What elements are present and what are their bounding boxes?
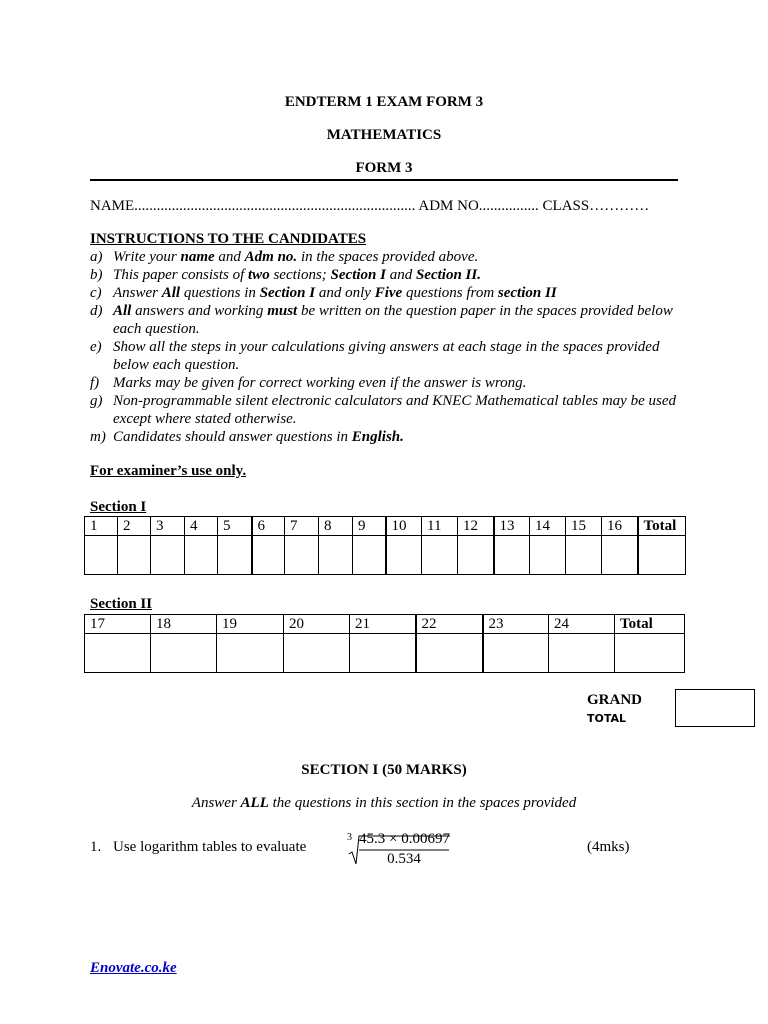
header-divider	[90, 179, 678, 181]
score-cell[interactable]	[386, 536, 422, 575]
score-cell[interactable]	[151, 634, 217, 673]
score-col-header: 8	[319, 517, 353, 536]
score-col-header: 19	[217, 615, 284, 634]
score-cell[interactable]	[494, 536, 530, 575]
score-cell[interactable]	[566, 536, 602, 575]
score-col-header: 12	[458, 517, 494, 536]
section2-table-label: Section II	[90, 596, 153, 612]
score-col-header: 3	[151, 517, 185, 536]
instruction-item	[90, 428, 690, 446]
subject-title: MATHEMATICS	[326, 127, 442, 143]
examiner-heading: For examiner’s use only.	[90, 463, 247, 479]
instruction-text: Write your name and Adm no. in the spaces provided above.	[113, 249, 479, 265]
score-col-header: 24	[549, 615, 615, 634]
score-col-header: 6	[252, 517, 285, 536]
score-col-header: 21	[350, 615, 416, 634]
instruction-text: Show all the steps in your calculations giving answers at each stage in the spaces provided below each question.	[113, 339, 660, 373]
score-cell[interactable]	[85, 634, 151, 673]
score-cell[interactable]	[217, 634, 284, 673]
instruction-label: e)	[90, 339, 102, 355]
section1-instruction-post: the questions in this section in the spaces provided	[268, 795, 577, 811]
instruction-label: b)	[90, 267, 103, 283]
exam-title: ENDTERM 1 EXAM FORM 3	[284, 94, 484, 110]
instruction-label: c)	[90, 285, 102, 301]
score-cell[interactable]	[218, 536, 252, 575]
total-label: TOTAL	[587, 712, 627, 725]
score-cell[interactable]	[85, 536, 118, 575]
instruction-text: This paper consists of two sections; Section I and Section II.	[113, 267, 481, 283]
instruction-text: Non-programmable silent electronic calculators and KNEC Mathematical tables may be used except where stated otherwise.	[113, 393, 676, 427]
score-cell[interactable]	[602, 536, 638, 575]
instruction-label: g)	[90, 393, 103, 409]
section2-score-table	[84, 614, 685, 673]
numerator: 45.3 × 0.00697	[359, 831, 450, 847]
score-cell[interactable]	[530, 536, 566, 575]
score-col-header: 10	[386, 517, 422, 536]
instruction-text: Answer All questions in Section I and only Five questions from section II	[113, 285, 557, 301]
score-cell[interactable]	[353, 536, 386, 575]
instruction-label: f)	[90, 375, 100, 391]
footer-link[interactable]: Enovate.co.ke	[90, 960, 177, 976]
section1-instruction-pre: Answer	[191, 795, 241, 811]
score-cell[interactable]	[422, 536, 458, 575]
adm-field[interactable]: ADM NO................	[418, 198, 539, 214]
score-cell[interactable]	[185, 536, 218, 575]
score-col-header: 15	[566, 517, 602, 536]
score-col-header: 17	[85, 615, 151, 634]
question1-text: Use logarithm tables to evaluate	[113, 839, 307, 855]
section1-instruction	[0, 795, 768, 812]
score-cell[interactable]	[319, 536, 353, 575]
score-cell[interactable]	[118, 536, 151, 575]
instruction-item	[90, 284, 690, 302]
form-title: FORM 3	[355, 160, 413, 176]
class-field[interactable]: CLASS…………	[542, 198, 650, 214]
section1-score-table	[84, 516, 686, 575]
instruction-item	[90, 302, 690, 338]
score-col-header: 14	[530, 517, 566, 536]
instruction-label: d)	[90, 303, 103, 319]
instruction-label: a)	[90, 249, 103, 265]
cube-root-expression	[347, 830, 457, 870]
instruction-item	[90, 392, 690, 428]
score-col-header: 23	[483, 615, 549, 634]
score-cell[interactable]	[483, 634, 549, 673]
root-index: 3	[347, 832, 352, 843]
score-cell[interactable]	[638, 536, 686, 575]
instruction-item	[90, 338, 690, 374]
score-col-header: 2	[118, 517, 151, 536]
section1-instruction-bold: ALL	[240, 795, 269, 811]
section1-table-label: Section I	[90, 499, 147, 515]
score-col-header: 1	[85, 517, 118, 536]
instructions-title: INSTRUCTIONS TO THE CANDIDATES	[90, 231, 367, 247]
score-col-header: 5	[218, 517, 252, 536]
score-cell[interactable]	[615, 634, 685, 673]
score-col-header: Total	[615, 615, 685, 634]
score-cell[interactable]	[416, 634, 483, 673]
score-cell[interactable]	[350, 634, 416, 673]
instruction-item	[90, 266, 690, 284]
score-cell[interactable]	[549, 634, 615, 673]
instruction-item	[90, 374, 690, 392]
score-col-header: 7	[285, 517, 319, 536]
score-cell[interactable]	[458, 536, 494, 575]
score-col-header: 4	[185, 517, 218, 536]
score-col-header: 11	[422, 517, 458, 536]
score-col-header: 20	[284, 615, 350, 634]
instruction-text: Candidates should answer questions in English.	[113, 429, 404, 445]
score-cell[interactable]	[284, 634, 350, 673]
score-col-header: 16	[602, 517, 638, 536]
instruction-text: Marks may be given for correct working even if the answer is wrong.	[113, 375, 527, 391]
score-cell[interactable]	[285, 536, 319, 575]
instruction-item	[90, 248, 690, 266]
score-col-header: 18	[151, 615, 217, 634]
score-col-header: 22	[416, 615, 483, 634]
section1-title: SECTION I (50 MARKS)	[301, 762, 467, 778]
denominator: 0.534	[387, 851, 421, 867]
instruction-text: All answers and working must be written on the question paper in the spaces provided below each question.	[113, 303, 673, 337]
score-cell[interactable]	[151, 536, 185, 575]
name-field[interactable]: NAME...........................................................................	[90, 198, 416, 214]
candidate-details-line	[90, 198, 649, 215]
instruction-label: m)	[90, 429, 106, 445]
score-col-header: 9	[353, 517, 386, 536]
score-cell[interactable]	[252, 536, 285, 575]
grand-label: GRAND	[587, 692, 642, 708]
grand-total-box[interactable]	[675, 689, 755, 727]
score-col-header: 13	[494, 517, 530, 536]
question1-number: 1.	[90, 839, 102, 855]
score-col-header: Total	[638, 517, 686, 536]
instructions-list	[90, 248, 690, 446]
question1-marks: (4mks)	[587, 839, 630, 855]
